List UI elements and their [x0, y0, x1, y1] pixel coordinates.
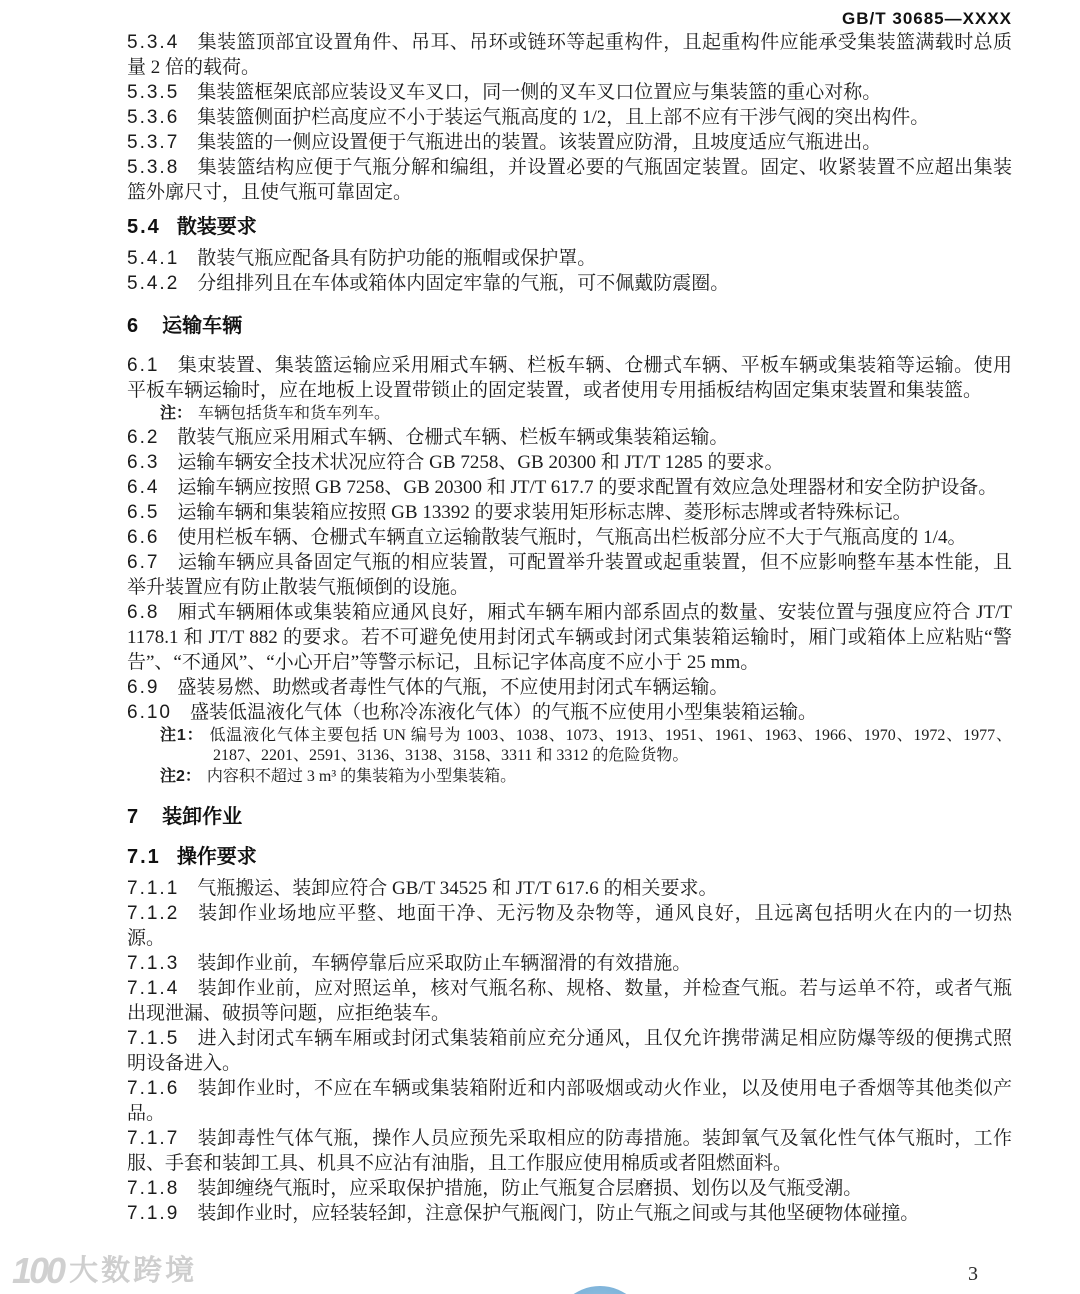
clause-number: 7.1.4 [127, 978, 180, 999]
clause-text: 进入封闭式车辆车厢或封闭式集装箱前应充分通风，且仅允许携带满足相应防爆等级的便携式照明设备进入。 [127, 1028, 1012, 1074]
clause-7-1-4 [127, 976, 1012, 1026]
heading-title: 装卸作业 [162, 806, 243, 828]
clause-5-3-4 [127, 30, 1012, 80]
clause-text: 集装篮顶部宜设置角件、吊耳、吊环或链环等起重构件，且起重构件应能承受集装篮满载时总质量 2 倍的载荷。 [127, 32, 1012, 78]
clause-text: 装卸毒性气体气瓶，操作人员应预先采取相应的防毒措施。装卸氧气及氧化性气体气瓶时，工作服、手套和装卸工具、机具不应沾有油脂，且工作服应使用棉质或者阻燃面料。 [127, 1128, 1012, 1174]
clause-number: 7.1.5 [127, 1028, 180, 1049]
heading-5-4 [127, 214, 1012, 240]
heading-number: 5.4 [127, 216, 161, 238]
clause-number: 6.4 [127, 477, 160, 498]
heading-number: 7 [127, 806, 141, 828]
clause-5-3-6 [127, 105, 1012, 130]
page-number: 3 [968, 1263, 978, 1285]
clause-6-5 [127, 500, 1012, 525]
clause-number: 6.6 [127, 527, 160, 548]
heading-number: 7.1 [127, 846, 161, 868]
heading-7 [127, 804, 1012, 830]
clause-number: 5.4.2 [127, 273, 180, 294]
clause-text: 盛装易燃、助燃或者毒性气体的气瓶，不应使用封闭式车辆运输。 [177, 677, 729, 698]
note-vehicles [127, 404, 1012, 424]
clause-number: 7.1.3 [127, 953, 180, 974]
note-text: 低温液化气体主要包括 UN 编号为 1003、1038、1073、1913、1951、1961、1963、1966、1970、1972、1977、2187、2201、2591、3136、3138、3158、3311 和 3312 的危险货物。 [209, 727, 1012, 764]
clause-number: 5.3.7 [127, 132, 180, 153]
clause-5-4-1 [127, 246, 1012, 271]
clause-5-4-2 [127, 271, 1012, 296]
clause-6-8 [127, 600, 1012, 675]
clause-number: 6.9 [127, 677, 160, 698]
note-1-un-numbers [127, 726, 1012, 766]
clause-text: 盛装低温液化气体（也称冷冻液化气体）的气瓶不应使用小型集装箱运输。 [189, 702, 817, 723]
clause-5-3-7 [127, 130, 1012, 155]
clause-text: 运输车辆和集装箱应按照 GB 13392 的要求装用矩形标志牌、菱形标志牌或者特殊标记。 [177, 502, 912, 523]
clause-text: 集装篮侧面护栏高度应不小于装运气瓶高度的 1/2，且上部不应有干涉气阀的突出构件。 [197, 107, 930, 128]
clause-7-1-7 [127, 1126, 1012, 1176]
clause-number: 7.1.1 [127, 878, 180, 899]
note-label: 注： [160, 405, 193, 422]
clause-text: 运输车辆应具备固定气瓶的相应装置，可配置举升装置或起重装置，但不应影响整车基本性能，且举升装置应有防止散装气瓶倾倒的设施。 [127, 552, 1012, 598]
watermark [12, 1250, 198, 1291]
clause-7-1-1 [127, 876, 1012, 901]
clause-6-2 [127, 425, 1012, 450]
clause-number: 5.3.5 [127, 82, 180, 103]
note-text: 车辆包括货车和货车列车。 [198, 405, 391, 422]
clause-text: 装卸作业时，应轻装轻卸，注意保护气瓶阀门，防止气瓶之间或与其他坚硬物体碰撞。 [197, 1203, 920, 1224]
clause-text: 气瓶搬运、装卸应符合 GB/T 34525 和 JT/T 617.6 的相关要求。 [197, 878, 718, 899]
document-content [127, 30, 1012, 1226]
note-text: 内容积不超过 3 m³ 的集装箱为小型集装箱。 [206, 768, 517, 785]
blue-circle-decoration [553, 1286, 647, 1294]
clause-text: 装卸作业时，不应在车辆或集装箱附近和内部吸烟或动火作业，以及使用电子香烟等其他类似产品。 [127, 1078, 1012, 1124]
clause-text: 运输车辆应按照 GB 7258、GB 20300 和 JT/T 617.7 的要求配置有效应急处理器材和安全防护设备。 [177, 477, 998, 498]
clause-text: 集束装置、集装篮运输应采用厢式车辆、栏板车辆、仓栅式车辆、平板车辆或集装箱等运输。使用平板车辆运输时，应在地板上设置带锁止的固定装置，或者使用专用插板结构固定集束装置和集装篮。 [127, 355, 1012, 401]
clause-text: 厢式车辆厢体或集装箱应通风良好，厢式车辆车厢内部系固点的数量、安装位置与强度应符合 JT/T 1178.1 和 JT/T 882 的要求。若不可避免使用封闭式车辆或封闭式集装箱运输时，厢门或箱体上应粘贴“警告”、“不通风”、“小心开启”等警示标记，且标记字体高度不应小于 25 mm。 [127, 602, 1012, 673]
clause-number: 7.1.6 [127, 1078, 180, 1099]
clause-text: 装卸缠绕气瓶时，应采取保护措施，防止气瓶复合层磨损、划伤以及气瓶受潮。 [197, 1178, 863, 1199]
clause-6-10 [127, 700, 1012, 725]
clause-number: 6.5 [127, 502, 160, 523]
watermark-logo-icon: 100 [12, 1250, 64, 1291]
standard-number-header: GB/T 30685—XXXX [842, 9, 1012, 28]
clause-6-7 [127, 550, 1012, 600]
clause-number: 6.10 [127, 702, 172, 723]
clause-7-1-8 [127, 1176, 1012, 1201]
clause-number: 6.1 [127, 355, 160, 376]
clause-number: 7.1.9 [127, 1203, 180, 1224]
clause-number: 6.8 [127, 602, 160, 623]
clause-number: 5.4.1 [127, 248, 180, 269]
heading-6 [127, 313, 1012, 339]
clause-text: 运输车辆安全技术状况应符合 GB 7258、GB 20300 和 JT/T 1285 的要求。 [177, 452, 784, 473]
clause-number: 5.3.6 [127, 107, 180, 128]
clause-text: 装卸作业场地应平整、地面干净、无污物及杂物等，通风良好，且远离包括明火在内的一切热源。 [127, 903, 1012, 949]
clause-number: 7.1.2 [127, 903, 180, 924]
clause-7-1-2 [127, 901, 1012, 951]
clause-7-1-3 [127, 951, 1012, 976]
clause-6-1 [127, 353, 1012, 403]
clause-text: 集装篮框架底部应装设叉车叉口，同一侧的叉车叉口位置应与集装篮的重心对称。 [197, 82, 882, 103]
note-label: 注2： [160, 768, 201, 785]
clause-number: 5.3.4 [127, 32, 180, 53]
clause-6-4 [127, 475, 1012, 500]
note-2-small-container [127, 767, 1012, 787]
clause-number: 6.2 [127, 427, 160, 448]
clause-text: 散装气瓶应配备具有防护功能的瓶帽或保护罩。 [197, 248, 597, 269]
heading-title: 操作要求 [176, 846, 257, 868]
clause-6-3 [127, 450, 1012, 475]
clause-text: 散装气瓶应采用厢式车辆、仓栅式车辆、栏板车辆或集装箱运输。 [177, 427, 729, 448]
clause-text: 使用栏板车辆、仓栅式车辆直立运输散装气瓶时，气瓶高出栏板部分应不大于气瓶高度的 1/4。 [177, 527, 967, 548]
clause-number: 6.7 [127, 552, 160, 573]
clause-text: 装卸作业前，车辆停靠后应采取防止车辆溜滑的有效措施。 [197, 953, 692, 974]
clause-5-3-8 [127, 155, 1012, 205]
clause-number: 6.3 [127, 452, 160, 473]
clause-number: 7.1.8 [127, 1178, 180, 1199]
clause-6-6 [127, 525, 1012, 550]
clause-number: 7.1.7 [127, 1128, 180, 1149]
clause-text: 装卸作业前，应对照运单，核对气瓶名称、规格、数量，并检查气瓶。若与运单不符，或者气瓶出现泄漏、破损等问题，应拒绝装车。 [127, 978, 1012, 1024]
note-label: 注1： [160, 727, 204, 744]
heading-title: 运输车辆 [162, 315, 243, 337]
clause-5-3-5 [127, 80, 1012, 105]
clause-text: 分组排列且在车体或箱体内固定牢靠的气瓶，可不佩戴防震圈。 [197, 273, 730, 294]
heading-number: 6 [127, 315, 141, 337]
clause-text: 集装篮结构应便于气瓶分解和编组，并设置必要的气瓶固定装置。固定、收紧装置不应超出集装篮外廓尺寸，且使气瓶可靠固定。 [127, 157, 1012, 203]
clause-text: 集装篮的一侧应设置便于气瓶进出的装置。该装置应防滑，且坡度适应气瓶进出。 [197, 132, 882, 153]
clause-6-9 [127, 675, 1012, 700]
clause-7-1-6 [127, 1076, 1012, 1126]
heading-title: 散装要求 [176, 216, 257, 238]
watermark-text: 大数跨境 [69, 1255, 198, 1287]
clause-7-1-9 [127, 1201, 1012, 1226]
clause-7-1-5 [127, 1026, 1012, 1076]
clause-number: 5.3.8 [127, 157, 180, 178]
heading-7-1 [127, 844, 1012, 870]
